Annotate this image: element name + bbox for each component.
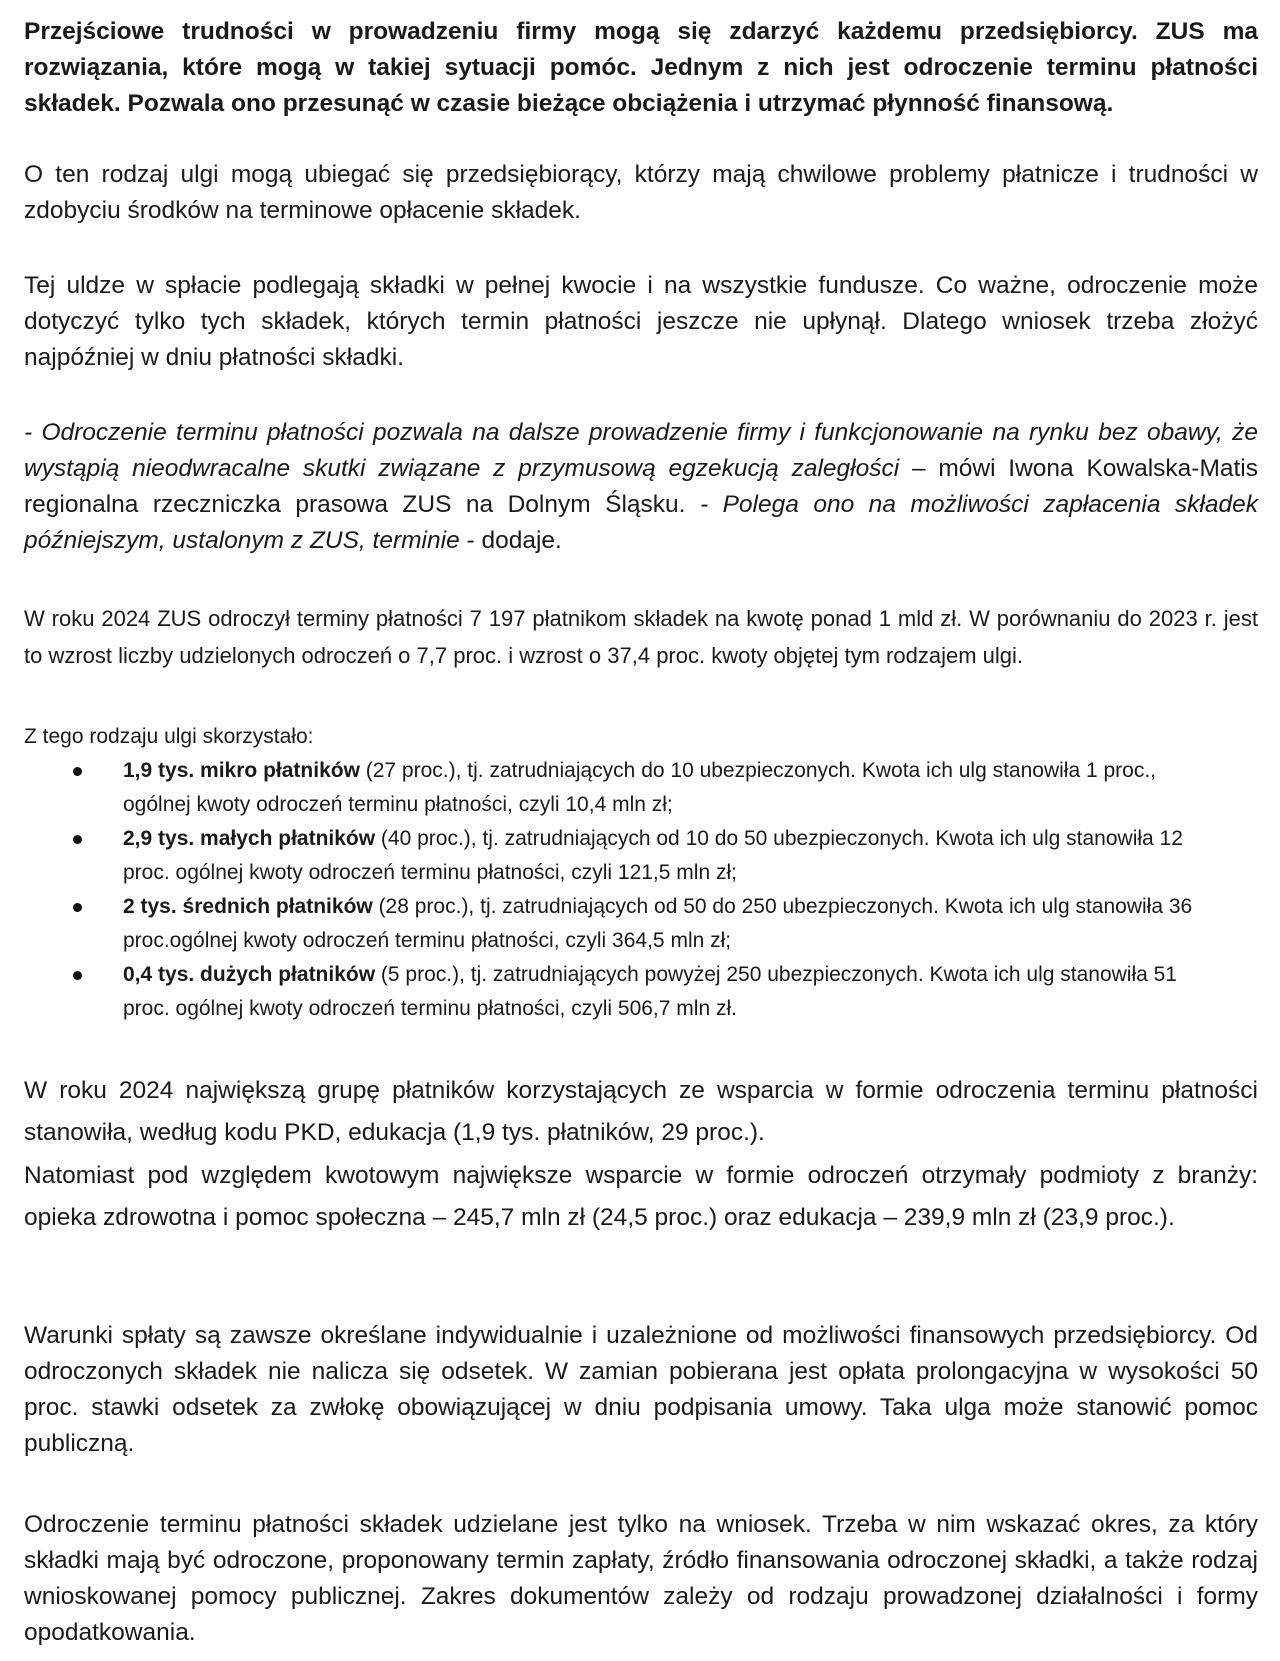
- bullet-icon: [73, 835, 82, 844]
- lead-paragraph: Przejściowe trudności w prowadzeniu firmy mogą się zdarzyć każdemu przedsiębiorcy. ZUS ma rozwiązania, które mogą w takiej sytuacji pomóc. Jednym z nich jest odroczenie terminu płatności składek. Pozwala ono przesunąć w czasie bieżące obciążenia i utrzymać płynność finansową.: [24, 18, 1258, 117]
- paragraph-eligibility: O ten rodzaj ulgi mogą ubiegać się przedsiębiorący, którzy mają chwilowe problemy płatnicze i trudności w zdobyciu środków na terminowe opłacenie składek.: [24, 161, 1258, 224]
- payer-size-list: [0, 754, 1280, 1026]
- paragraph-list-intro: Z tego rodzaju ulgi skorzystało:: [24, 725, 314, 748]
- paragraph-quote: [24, 415, 1258, 559]
- list-item-bold: 1,9 tys. mikro płatników: [123, 759, 360, 782]
- list-item: [0, 754, 1223, 822]
- list-item-bold: 0,4 tys. dużych płatników: [123, 963, 376, 986]
- quote-part-2: - Polega ono na możliwości zapłacenia składek późniejszym, ustalonym z ZUS, terminie: [24, 491, 1258, 554]
- list-item: [0, 822, 1223, 890]
- list-item-text: (40 proc.), tj. zatrudniających od 10 do 50 ubezpieczonych. Kwota ich ulg stanowiła 12 proc. ogólnej kwoty odroczeń terminu płatności, czyli 121,5 mln zł;: [123, 827, 1183, 884]
- bullet-icon: [73, 767, 82, 776]
- paragraph-amount-sectors: Natomiast pod względem kwotowym największe wsparcie w formie odroczeń otrzymały podmioty z branży: opieka zdrowotna i pomoc społeczna – 245,7 mln zł (24,5 proc.) oraz edukacja – 239,9 mln zł (23,9 proc.).: [24, 1162, 1258, 1231]
- quote-closing: - dodaje.: [459, 527, 562, 554]
- list-item-bold: 2,9 tys. małych płatników: [123, 827, 376, 850]
- list-item: [0, 958, 1223, 1026]
- paragraph-scope: Tej uldze w spłacie podlegają składki w pełnej kwocie i na wszystkie fundusze. Co ważne, odroczenie może dotyczyć tylko tych składek, których termin płatności jeszcze nie upłynął. Dlatego wniosek trzeba złożyć najpóźniej w dniu płatności składki.: [24, 272, 1258, 371]
- paragraph-application: Odroczenie terminu płatności składek udzielane jest tylko na wniosek. Trzeba w nim wskazać okres, za który składki mają być odroczone, proponowany termin zapłaty, źródło finansowania odroczonej składki, a także rodzaj wnioskowanej pomocy publicznej. Zakres dokumentów zależy od rodzaju prowadzonej działalności i formy opodatkowania.: [24, 1511, 1258, 1646]
- quote-attribution: – mówi Iwona Kowalska-Matis regionalna rzeczniczka prasowa ZUS na Dolnym Śląsku.: [24, 455, 1258, 518]
- list-item-text: (5 proc.), tj. zatrudniających powyżej 250 ubezpieczonych. Kwota ich ulg stanowiła 51 proc. ogólnej kwoty odroczeń terminu płatności, czyli 506,7 mln zł.: [123, 963, 1177, 1020]
- bullet-icon: [73, 903, 82, 912]
- list-item-text: (28 proc.), tj. zatrudniających od 50 do 250 ubezpieczonych. Kwota ich ulg stanowiła 36 proc.ogólnej kwoty odroczeń terminu płatności, czyli 364,5 mln zł;: [123, 895, 1193, 952]
- list-item: [0, 890, 1223, 958]
- quote-part-1: - Odroczenie terminu płatności pozwala na dalsze prowadzenie firmy i funkcjonowanie na rynku bez obawy, że wystąpią nieodwracalne skutki związane z przymusową egzekucją zaległości: [24, 419, 1258, 482]
- list-item-bold: 2 tys. średnich płatników: [123, 895, 373, 918]
- paragraph-pkd-group: W roku 2024 największą grupę płatników korzystających ze wsparcia w formie odroczenia terminu płatności stanowiła, według kodu PKD, edukacja (1,9 tys. płatników, 29 proc.).: [24, 1077, 1258, 1146]
- paragraph-repayment-terms: Warunki spłaty są zawsze określane indywidualnie i uzależnione od możliwości finansowych przedsiębiorcy. Od odroczonych składek nie nalicza się odsetek. W zamian pobierana jest opłata prolongacyjna w wysokości 50 proc. stawki odsetek za zwłokę obowiązującej w dniu podpisania umowy. Taka ulga może stanowić pomoc publiczną.: [24, 1322, 1258, 1457]
- bullet-icon: [73, 971, 82, 980]
- paragraph-statistics-2024: W roku 2024 ZUS odroczył terminy płatności 7 197 płatnikom składek na kwotę ponad 1 mld zł. W porównaniu do 2023 r. jest to wzrost liczby udzielonych odroczeń o 7,7 proc. i wzrost o 37,4 proc. kwoty objętej tym rodzajem ulgi.: [24, 606, 1258, 668]
- list-item-text: (27 proc.), tj. zatrudniających do 10 ubezpieczonych. Kwota ich ulg stanowiła 1 proc., ogólnej kwoty odroczeń terminu płatności, czyli 10,4 mln zł;: [123, 759, 1156, 816]
